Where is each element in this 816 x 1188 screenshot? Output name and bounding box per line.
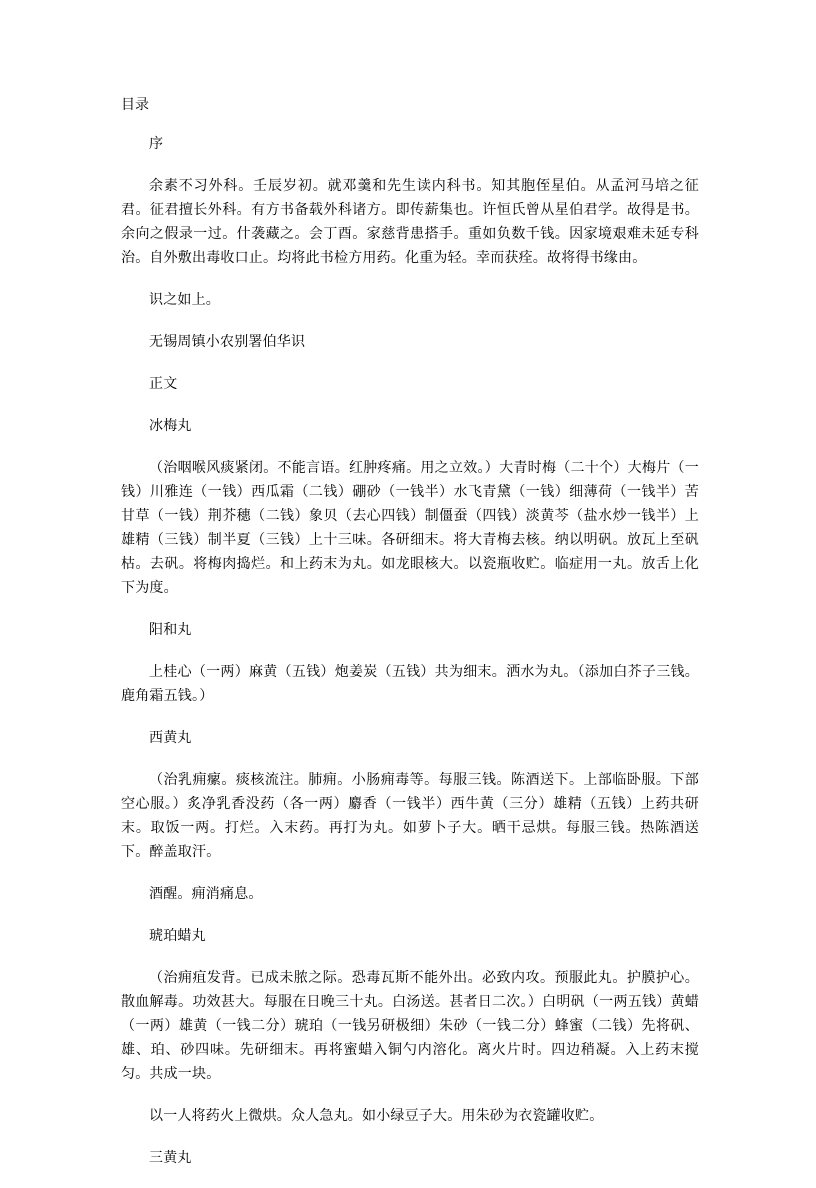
section-body: （治乳痈瘰。痰核流注。肺痈。小肠痈毒等。每服三钱。陈酒送下。上部临卧服。下部空心服。）炙净乳香没药（各一两）麝香（一钱半）西牛黄（三分）雄精（五钱）上药共研末。取饭一两。打烂。入末药。再打为丸。如萝卜子大。晒干忌烘。每服三钱。热陈酒送下。醉盖取汗。: [121, 772, 699, 860]
section-extra: 酒醒。痈消痛息。: [149, 886, 263, 902]
main-title: 正文: [149, 376, 178, 392]
preface-title: 序: [149, 136, 164, 152]
section-body: 上桂心（一两）麻黄（五钱）炮姜炭（五钱）共为细末。洒水为丸。（添加白芥子三钱。鹿角霜五钱。）: [121, 664, 699, 704]
section-title: 西黄丸: [149, 730, 192, 746]
document-content: [121, 132, 699, 1188]
section-body: （治痈疽发背。已成未脓之际。恐毒瓦斯不能外出。必致内攻。预服此丸。护膜护心。散血解毒。功效甚大。每服在日晚三十丸。白汤送。甚者日二次。）白明矾（一两五钱）黄蜡（一两）雄黄（一钱二分）琥珀（一钱另研极细）朱砂（一钱二分）蜂蜜（二钱）先将矾、雄、珀、砂四味。先研细末。再将蜜蜡入铜勺内溶化。离火片时。四边稍凝。入上药末搅匀。共成一块。: [121, 970, 699, 1082]
preface-signature: 无锡周镇小农别署伯华识: [149, 334, 306, 350]
section-extra: 以一人将药火上微烘。众人急丸。如小绿豆子大。用朱砂为衣瓷罐收贮。: [149, 1108, 604, 1124]
section-body: （治咽喉风痰紧闭。不能言语。红肿疼痛。用之立效。）大青时梅（二十个）大梅片（一钱）川雅连（一钱）西瓜霜（二钱）硼砂（一钱半）水飞青黛（一钱）细薄荷（一钱半）苦甘草（一钱）荆芥穗（二钱）象贝（去心四钱）制僵蚕（四钱）淡黄芩（盐水炒一钱半）上雄精（三钱）制半夏（三钱）上十三味。各研细末。将大青梅去核。纳以明矾。放瓦上至矾枯。去矾。将梅肉捣烂。和上药末为丸。如龙眼核大。以瓷瓶收贮。临症用一丸。放舌上化下为度。: [121, 460, 699, 596]
toc-title: 目录: [121, 97, 149, 113]
section-title: 冰梅丸: [149, 418, 192, 434]
preface-paragraph: 余素不习外科。壬辰岁初。就邓羹和先生读内科书。知其胞侄星伯。从孟河马培之征君。征君擅长外科。有方书备载外科诸方。即传薪集也。许恒氏曾从星伯君学。故得是书。余向之假录一过。什袭藏之。会丁酉。家慈背患搭手。重如负数千钱。因家境艰难未延专科治。自外敷出毒收口止。均将此书检方用药。化重为轻。幸而获痊。故将得书缘由。: [121, 178, 699, 266]
preface-paragraph: 识之如上。: [149, 292, 220, 308]
section-title: 琥珀蜡丸: [149, 928, 206, 944]
section-title: 阳和丸: [149, 622, 192, 638]
section-title: 三黄丸: [149, 1150, 192, 1166]
